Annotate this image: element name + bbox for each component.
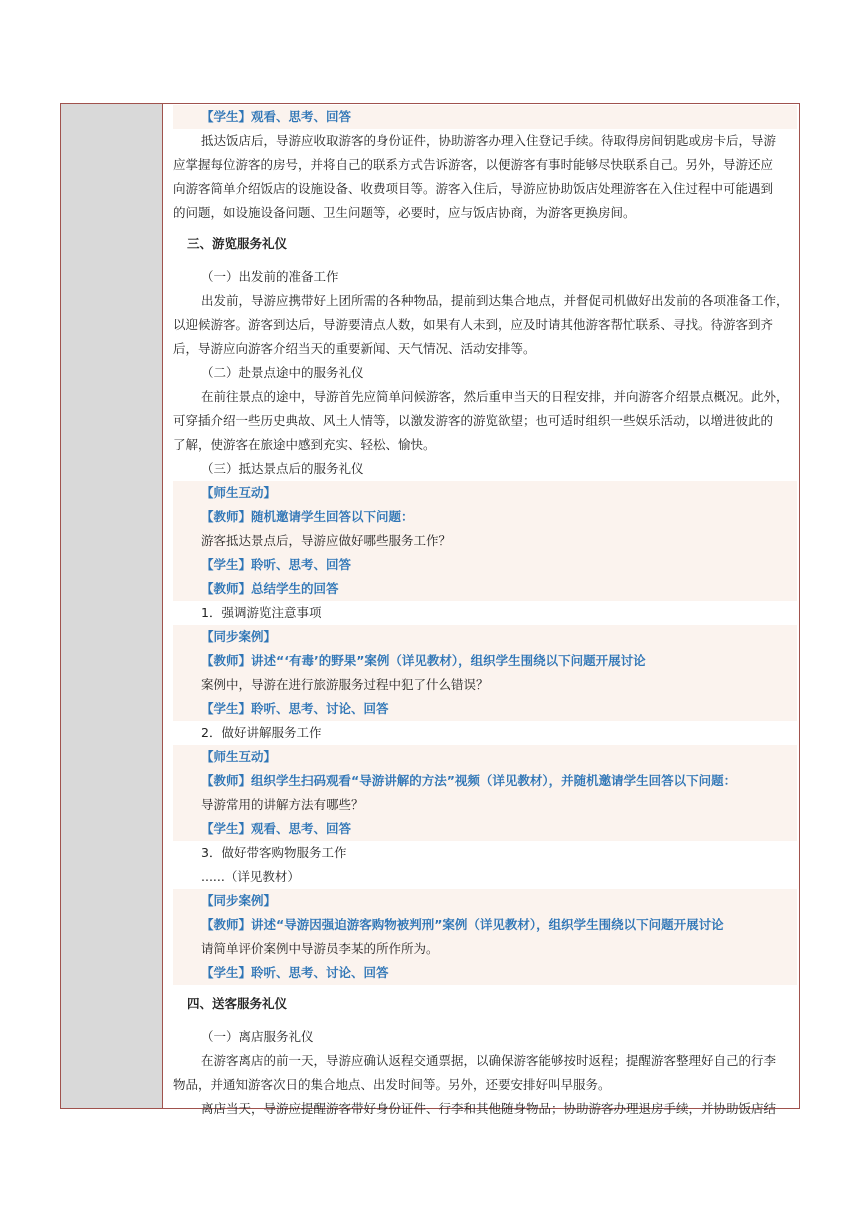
left-column bbox=[61, 104, 163, 1108]
activity-label: 【教师】讲述“‘有毒’的野果”案例（详见教材），组织学生围绕以下问题开展讨论 bbox=[173, 649, 797, 673]
activity-label: 【学生】聆听、思考、回答 bbox=[173, 553, 797, 577]
activity-label: 【教师】总结学生的回答 bbox=[173, 577, 797, 601]
content-column bbox=[163, 104, 799, 1116]
body-line: （三）抵达景点后的服务礼仪 bbox=[201, 461, 364, 476]
activity-label: 【学生】聆听、思考、讨论、回答 bbox=[173, 697, 797, 721]
body-line: （二）赴景点途中的服务礼仪 bbox=[201, 365, 364, 380]
body-line: 3．做好带客购物服务工作 bbox=[201, 845, 347, 860]
activity-label: 【同步案例】 bbox=[173, 625, 797, 649]
body-line: 后，导游应向游客介绍当天的重要新闻、天气情况、活动安排等。 bbox=[173, 341, 536, 356]
body-line: 以迎候游客。游客到达后，导游要清点人数，如果有人未到，应及时请其他游客帮忙联系、寻找。待游客到齐 bbox=[173, 317, 774, 332]
activity-label: 【学生】观看、思考、回答 bbox=[173, 105, 797, 129]
body-line: 导游常用的讲解方法有哪些？ bbox=[173, 793, 797, 817]
body-line: （一）出发前的准备工作 bbox=[201, 269, 339, 284]
activity-label: 【教师】随机邀请学生回答以下问题： bbox=[173, 505, 797, 529]
activity-label: 【教师】组织学生扫码观看“导游讲解的方法”视频（详见教材），并随机邀请学生回答以下问题： bbox=[173, 769, 797, 793]
body-line: 向游客简单介绍饭店的设施设备、收费项目等。游客入住后，导游应协助饭店处理游客在入住过程中可能遇到 bbox=[173, 181, 774, 196]
activity-label: 【教师】讲述“导游因强迫游客购物被判刑”案例（详见教材），组织学生围绕以下问题开展讨论 bbox=[173, 913, 797, 937]
body-line: 请简单评价案例中导游员李某的所作所为。 bbox=[173, 937, 797, 961]
activity-label: 【学生】聆听、思考、讨论、回答 bbox=[173, 961, 797, 985]
body-line: 物品，并通知游客次日的集合地点、出发时间等。另外，还要安排好叫早服务。 bbox=[173, 1077, 611, 1092]
body-line: 案例中，导游在进行旅游服务过程中犯了什么错误？ bbox=[173, 673, 797, 697]
body-line: 可穿插介绍一些历史典故、风土人情等，以激发游客的游览欲望；也可适时组织一些娱乐活动，以增进彼此的 bbox=[173, 413, 774, 428]
body-line: 在游客离店的前一天，导游应确认返程交通票据，以确保游客能够按时返程；提醒游客整理好自己的行李 bbox=[201, 1053, 777, 1068]
body-line: 2．做好讲解服务工作 bbox=[201, 725, 322, 740]
body-line: 在前往景点的途中，导游首先应简单问候游客，然后重申当天的日程安排，并向游客介绍景点概况。此外， bbox=[201, 389, 789, 404]
body-line: 的问题，如设施设备问题、卫生问题等，必要时，应与饭店协商，为游客更换房间。 bbox=[173, 205, 636, 220]
section-heading: 四、送客服务礼仪 bbox=[187, 996, 288, 1011]
activity-label: 【同步案例】 bbox=[173, 889, 797, 913]
body-line: 出发前，导游应携带好上团所需的各种物品，提前到达集合地点，并督促司机做好出发前的各项准备工作， bbox=[201, 293, 789, 308]
lesson-table bbox=[60, 103, 800, 1116]
activity-label: 【师生互动】 bbox=[173, 481, 797, 505]
body-line: 抵达饭店后，导游应收取游客的身份证件，协助游客办理入住登记手续。待取得房间钥匙或房卡后，导游 bbox=[201, 133, 777, 148]
activity-label: 【师生互动】 bbox=[173, 745, 797, 769]
body-line: 了解，使游客在旅途中感到充实、轻松、愉快。 bbox=[173, 437, 436, 452]
section-heading: 三、游览服务礼仪 bbox=[187, 236, 288, 251]
body-line: 游客抵达景点后，导游应做好哪些服务工作？ bbox=[173, 529, 797, 553]
body-line: 应掌握每位游客的房号，并将自己的联系方式告诉游客，以便游客有事时能够尽快联系自己。另外，导游还应 bbox=[173, 157, 774, 172]
body-line: 离店当天，导游应提醒游客带好身份证件、行李和其他随身物品；协助游客办理退房手续，并协助饭店结 bbox=[201, 1101, 777, 1116]
activity-label: 【学生】观看、思考、回答 bbox=[173, 817, 797, 841]
body-line: （一）离店服务礼仪 bbox=[201, 1029, 314, 1044]
body-line: 1．强调游览注意事项 bbox=[201, 605, 322, 620]
body-line: ......（详见教材） bbox=[201, 869, 300, 884]
